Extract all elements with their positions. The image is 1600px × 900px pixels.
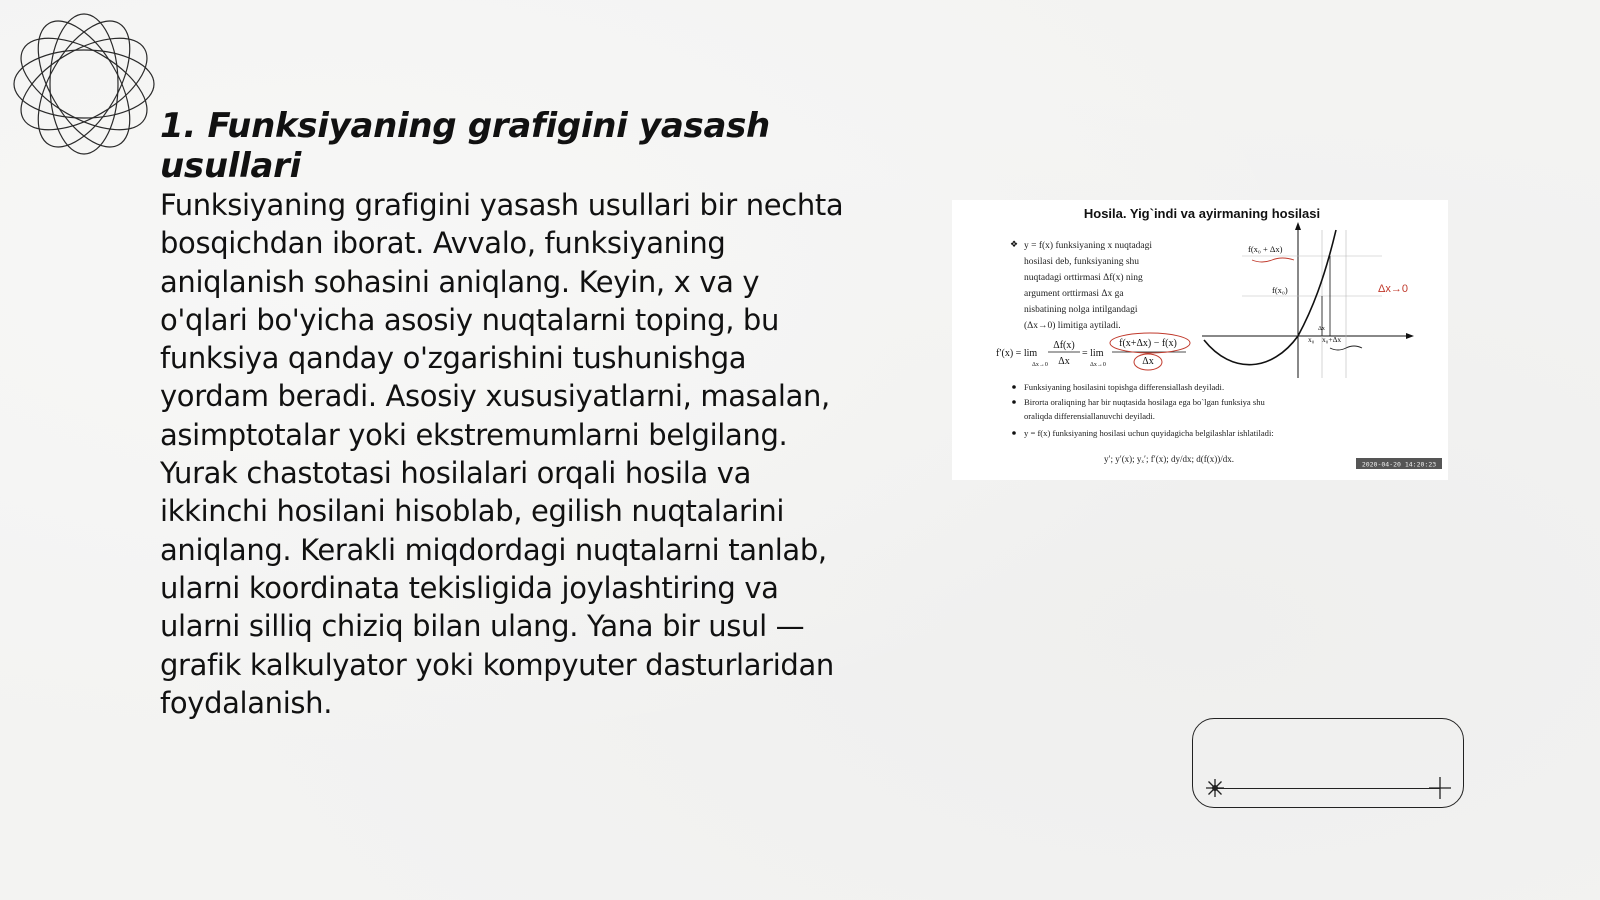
derivative-figure	[952, 200, 1448, 480]
handwritten-note: Δx→0	[1378, 283, 1408, 295]
notation-line: y′; y′(x); yₓ′; f′(x); dy/dx; d(f(x))/dx.	[1104, 454, 1234, 464]
definition-line: (Δx→0) limitiga aytiladi.	[1024, 321, 1121, 331]
bullet-text: Birorta oraliqning har bir nuqtasida hosilaga ega bo`lgan funksiya shu	[1024, 397, 1265, 407]
bullet-text: y = f(x) funksiyaning hosilasi uchun quyidagicha belgilashlar ishlatiladi:	[1024, 428, 1274, 438]
formula-frac1-den: Δx	[1058, 356, 1070, 367]
graph-label-x0: x₀	[1308, 335, 1315, 344]
derivative-figure-svg	[952, 200, 1448, 480]
bullet-text: oraliqda differensiallanuvchi deyiladi.	[1024, 411, 1155, 421]
definition-line: y = f(x) funksiyaning x nuqtadagi	[1024, 241, 1153, 251]
formula-frac2-num: f(x+Δx) − f(x)	[1119, 338, 1177, 349]
formula-lim-sub-2: Δx→0	[1090, 362, 1106, 368]
graph-label-dx: Δx	[1318, 326, 1325, 332]
formula-frac2-den: Δx	[1142, 356, 1154, 367]
figure-timestamp: 2020-04-20 14:20:23	[1361, 460, 1437, 469]
formula-lhs: f′(x) = lim	[996, 348, 1038, 359]
crosshair-icon	[1428, 776, 1452, 800]
graph-label-mid: f(x₀)	[1272, 285, 1288, 295]
definition-line: argument orttirmasi Δx ga	[1024, 289, 1124, 299]
derivative-graph	[1202, 222, 1414, 378]
graph-label-x1: x₀+Δx	[1322, 335, 1342, 344]
formula-frac1-num: Δf(x)	[1053, 340, 1075, 351]
formula-eq: = lim	[1082, 348, 1104, 359]
definition-line: hosilasi deb, funksiyaning shu	[1024, 257, 1140, 267]
decorative-rounded-frame	[1192, 718, 1464, 808]
sparkle-icon	[1204, 777, 1226, 799]
slide-body-text: Funksiyaning grafigini yasash usullari bir nechta bosqichdan iborat. Avvalo, funksiyaning aniqlanish sohasini aniqlang. Keyin, x va y o'qlari bo'yicha asosiy nuqtalarni toping, bu funksiya qanday o'zgarishini tushunishga yordam beradi. Asosiy xususiyatlarni, masalan, asimptotalar yoki ekstremumlarni belgilang. Yurak chastotasi hosilalari orqali hosila va ikkinchi hosilani hisoblab, egilish nuqtalarini aniqlang. Kerakli miqdordagi nuqtalarni tanlab, ularni koordinata tekisligida joylashtiring va ularni silliq chiziq bilan ulang. Yana bir usul — grafik kalkulyator yoki kompyuter dasturlaridan foydalanish.	[160, 188, 844, 720]
graph-label-top: f(x₀ + Δx)	[1248, 244, 1283, 254]
definition-line: nisbatining nolga intilgandagi	[1024, 305, 1138, 315]
slide-title: 1. Funksiyaning grafigini yasash usullari	[160, 106, 770, 186]
bullet-text: Funksiyaning hosilasini topishga differensiallash deyiladi.	[1024, 382, 1225, 392]
rosette-icon	[10, 10, 158, 158]
decorative-line	[1216, 788, 1440, 789]
bullet-diamond-icon: ❖	[1010, 240, 1019, 250]
figure-heading: Hosila. Yig`indi va ayirmaning hosilasi	[1083, 206, 1321, 221]
definition-line: nuqtadagi orttirmasi Δf(x) ning	[1024, 273, 1143, 283]
formula-lim-sub: Δx→0	[1032, 362, 1048, 368]
